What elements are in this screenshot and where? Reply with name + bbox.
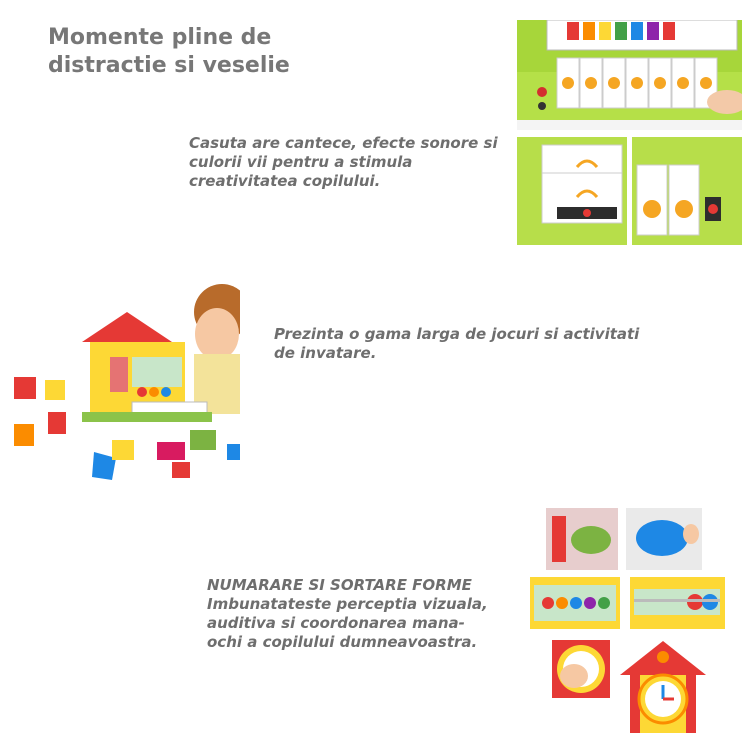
abacus-photo xyxy=(530,577,725,629)
page-title xyxy=(48,24,368,80)
feature-text-games xyxy=(274,325,654,363)
title-line-1: Momente pline de xyxy=(48,25,272,50)
text-line: culorii vii pentru a stimula xyxy=(189,153,413,171)
feature-heading: NUMARARE SI SORTARE FORME xyxy=(207,576,472,594)
feature-text-sorting xyxy=(207,576,517,652)
text-line: de invatare. xyxy=(274,344,377,362)
text-line: Prezinta o gama larga de jocuri si activitati xyxy=(274,325,640,343)
shape-sorting-photo xyxy=(546,508,702,570)
house-clock-photo xyxy=(612,635,714,735)
text-line: Casuta are cantece, efecte sonore si xyxy=(189,134,498,152)
piano-keys-photo xyxy=(517,20,742,130)
text-line: creativitatea copilului. xyxy=(189,172,381,190)
clock-closeup-photo xyxy=(552,640,610,698)
text-line: auditiva si coordonarea mana- xyxy=(207,614,465,632)
text-line: Imbunatateste perceptia vizuala, xyxy=(207,595,488,613)
feature-text-sounds xyxy=(189,134,509,191)
title-line-2: distractie si veselie xyxy=(48,53,290,78)
child-playing-photo xyxy=(12,272,240,484)
piano-closeup-photo xyxy=(517,137,742,245)
text-line: ochi a copilului dumneavoastra. xyxy=(207,633,478,651)
